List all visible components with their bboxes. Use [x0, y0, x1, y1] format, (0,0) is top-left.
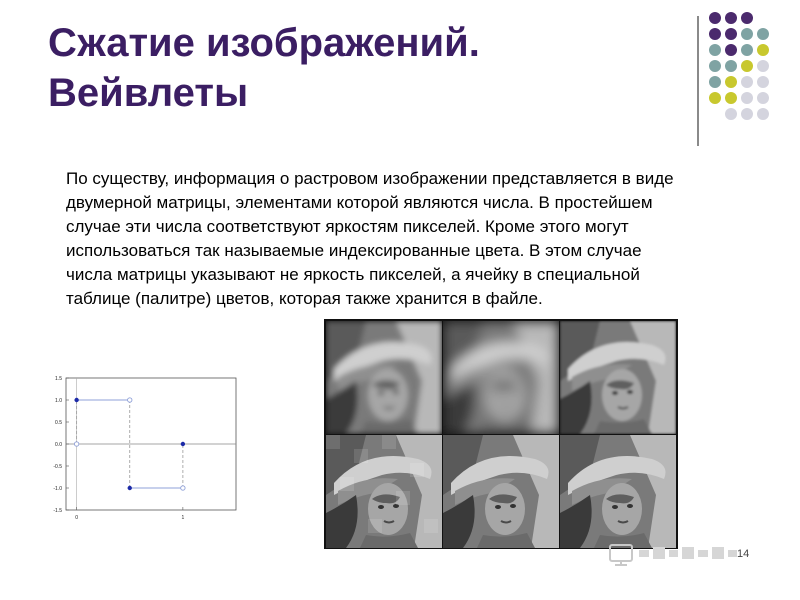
decor-dot [757, 108, 769, 120]
decor-dot [757, 76, 769, 88]
image-tile-top-middle [443, 321, 559, 434]
data-point-open [74, 442, 78, 446]
y-tick-label: 1.5 [55, 376, 62, 382]
decor-dot [741, 28, 753, 40]
body-paragraph [66, 167, 766, 311]
slide-title-line-2: Вейвлеты [48, 71, 249, 115]
body-line: использоваться так называемые индексированные цвета. В этом случае [66, 241, 642, 260]
y-tick-label: 0.5 [55, 420, 62, 426]
image-mosaic [324, 319, 678, 549]
decor-dot [709, 12, 721, 24]
x-tick-label: 0 [75, 515, 79, 521]
decor-dot [709, 60, 721, 72]
decor-dot [725, 60, 737, 72]
decor-dot [725, 44, 737, 56]
image-tile-bottom-right [560, 435, 676, 548]
data-point-filled [128, 486, 132, 490]
lena-reconstruction-grid [324, 319, 678, 549]
data-point-open [181, 486, 185, 490]
decor-dot [741, 12, 753, 24]
decor-dot [709, 44, 721, 56]
decor-dot [725, 12, 737, 24]
y-tick-label: -0.5 [53, 464, 62, 470]
decor-dot [741, 92, 753, 104]
image-tile-top-left [326, 321, 442, 434]
body-line: двумерной матрицы, элементами которой являются числа. В простейшем [66, 193, 653, 212]
page-number: 14 [737, 548, 750, 560]
decor-dot [741, 44, 753, 56]
body-line: случае эти числа соответствуют яркостям пикселей. Кроме этого могут [66, 217, 629, 236]
y-tick-label: -1.5 [53, 508, 62, 514]
decor-dot [709, 28, 721, 40]
haar-wavelet-chart [36, 372, 244, 524]
decor-dot [725, 28, 737, 40]
slide-title-line-1: Сжатие изображений. [48, 21, 480, 65]
image-tile-bottom-middle [443, 435, 559, 548]
image-tile-bottom-left [326, 435, 442, 548]
decor-dot [741, 108, 753, 120]
decor-dot [709, 76, 721, 88]
body-line: числа матрицы указывают не яркость пикселей, а ячейку в специальной [66, 265, 640, 284]
decor-dot [741, 60, 753, 72]
decor-dot [757, 92, 769, 104]
decor-dot [757, 28, 769, 40]
image-tile-top-right [560, 321, 676, 434]
decor-dot [741, 76, 753, 88]
decor-dot [725, 92, 737, 104]
y-tick-label: -1.0 [53, 486, 62, 492]
decor-dot [757, 60, 769, 72]
data-point-open [128, 398, 132, 402]
data-point-filled [74, 398, 78, 402]
body-line: таблице (палитре) цветов, которая также хранится в файле. [66, 289, 543, 308]
y-tick-label: 0.0 [55, 442, 62, 448]
y-tick-label: 1.0 [55, 398, 62, 404]
divider-line [697, 16, 699, 146]
decorative-dot-grid [709, 12, 779, 130]
data-point-filled [181, 442, 185, 446]
decor-dot [725, 76, 737, 88]
decor-dot [757, 44, 769, 56]
body-line: По существу, информация о растровом изображении представляется в виде [66, 169, 674, 188]
watermark-logo [607, 541, 757, 569]
slide-title [48, 18, 648, 118]
decor-dot [709, 92, 721, 104]
decor-dot [725, 108, 737, 120]
x-tick-label: 1 [181, 515, 185, 521]
